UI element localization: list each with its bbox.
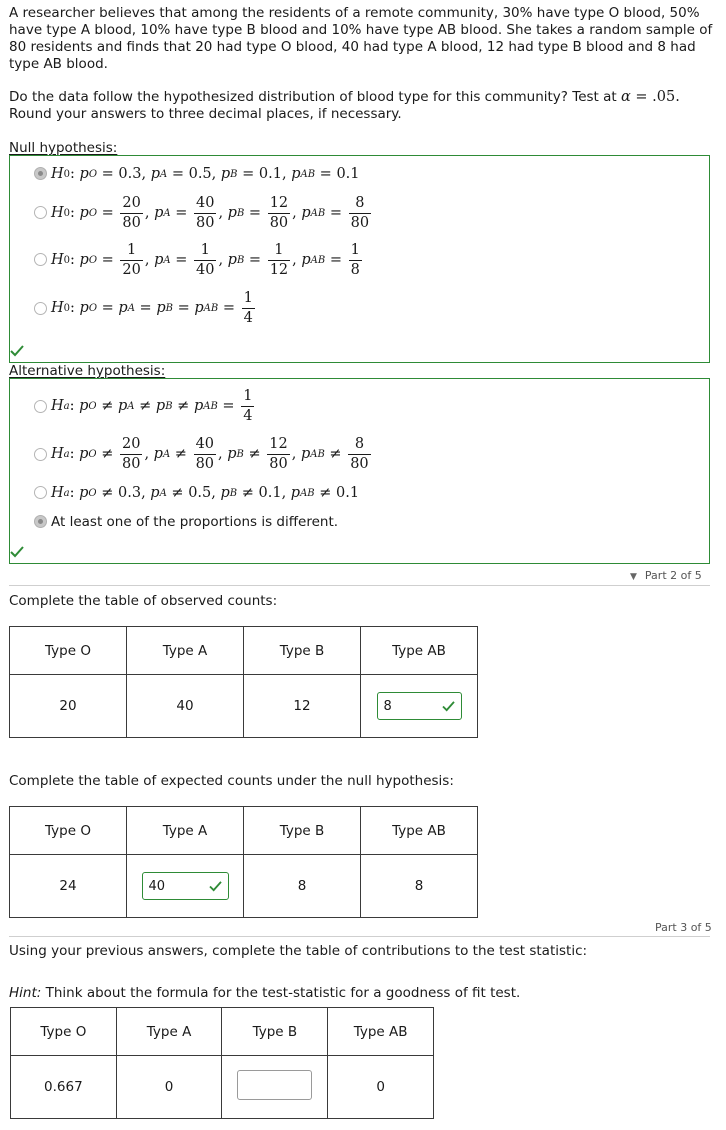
expected-header-a: Type A [127,807,244,855]
alt-option-1-radio[interactable] [34,400,47,413]
expected-header-b: Type B [244,807,361,855]
contributions-input-b[interactable] [237,1070,312,1100]
alt-check-icon [10,546,24,558]
null-option-3[interactable]: H 0 : p O = $\frac{1}{20}$ , p A = $\frac{1}{40}$ , p B = $\frac{1}{12}$ , p AB = $\frac{1}{8}$ [51,242,360,278]
observed-header-a: Type A [127,627,244,675]
alt-option-4-radio[interactable] [34,515,47,528]
observed-input-ab[interactable]: 8 [377,692,462,720]
alt-option-3-radio[interactable] [34,486,47,499]
contributions-cell-b [222,1056,328,1119]
problem-intro: A researcher believes that among the residents of a remote community, 30% have type O blood, 50% have type A blood, 10% have type B blood and 10% have type AB blood. She takes a random sample of 80 residents and finds that 20 had type O blood, 40 had type A blood, 12 had type B blood and 8 had type AB blood. [9,5,713,72]
observed-header-row [10,627,478,675]
contributions-title: Using your previous answers, complete the table of contributions to the test statistic: [9,943,588,959]
null-option-1[interactable]: H 0 : p O = 0.3 , p A = 0.5 , p B = 0.1 , p AB = 0.1 [51,166,360,182]
alt-option-4[interactable]: At least one of the proportions is different. [51,514,339,530]
expected-input-a[interactable]: 40 [142,872,229,900]
null-option-4-radio[interactable] [34,302,47,315]
null-option-2-radio[interactable] [34,206,47,219]
expected-value-row [10,855,478,918]
hint-text: Hint: Think about the formula for the test-statistic for a goodness of fit test. [9,985,521,1001]
expected-cell-a [127,855,244,918]
observed-header-b: Type B [244,627,361,675]
null-option-2[interactable]: H 0 : p O = $\frac{20}{80}$ , p A = $\frac{40}{80}$ , p B = $\frac{12}{80}$ , p AB = $\frac{8}{80}$ [51,195,370,231]
expected-header-row [10,807,478,855]
observed-table [9,626,478,738]
part-3-label[interactable]: Part 3 of 5 [655,921,712,934]
contributions-header-row [11,1008,434,1056]
expected-header-ab: Type AB [361,807,478,855]
observed-value-row [10,675,478,738]
part-3-divider [9,936,710,937]
null-hypothesis-label: Null hypothesis: [9,140,118,156]
part-2-label[interactable]: ▼ Part 2 of 5 [630,569,702,582]
alt-option-2-radio[interactable] [34,448,47,461]
expected-title: Complete the table of expected counts under the null hypothesis: [9,773,454,789]
part-2-divider [9,585,710,586]
contributions-value-a: 0 [116,1056,222,1119]
null-check-icon [10,345,24,357]
check-icon [209,881,222,892]
observed-value-o: 20 [10,675,127,738]
problem-question: Do the data follow the hypothesized distribution of blood type for this community? Test at α = .05. Round your answers to three decimal places, if necessary. [9,89,680,122]
observed-cell-ab [361,675,478,738]
contributions-table [10,1007,434,1119]
contributions-header-o: Type O [11,1008,117,1056]
observed-title: Complete the table of observed counts: [9,593,278,609]
contributions-header-a: Type A [116,1008,222,1056]
null-option-3-radio[interactable] [34,253,47,266]
observed-value-a: 40 [127,675,244,738]
contributions-value-ab: 0 [328,1056,434,1119]
alt-hypothesis-label: Alternative hypothesis: [9,363,166,379]
expected-value-ab: 8 [361,855,478,918]
alpha-expression: α = .05. [621,89,680,105]
triangle-down-icon: ▼ [630,572,637,582]
observed-header-o: Type O [10,627,127,675]
expected-header-o: Type O [10,807,127,855]
contributions-header-b: Type B [222,1008,328,1056]
check-icon [442,701,455,712]
alt-option-3[interactable]: H a : p O ≠ 0.3 , p A ≠ 0.5 , p B ≠ 0.1 , p AB ≠ 0.1 [51,485,360,501]
alt-option-2[interactable]: H a : p O ≠ $\frac{20}{80}$ , p A ≠ $\frac{40}{80}$ , p B ≠ $\frac{12}{80}$ , p AB ≠ $\frac{8}{80}$ [51,436,369,472]
observed-header-ab: Type AB [361,627,478,675]
alt-option-1[interactable]: H a : p O ≠ p A ≠ p B ≠ p AB = $\frac{1}{4}$ [51,388,253,424]
null-option-1-radio[interactable] [34,167,47,180]
contributions-header-ab: Type AB [328,1008,434,1056]
contributions-value-o: 0.667 [11,1056,117,1119]
contributions-value-row [11,1056,434,1119]
expected-value-o: 24 [10,855,127,918]
expected-table [9,806,478,918]
expected-value-b: 8 [244,855,361,918]
null-option-4[interactable]: H 0 : p O = p A = p B = p AB = $\frac{1}{4}$ [51,290,253,326]
observed-value-b: 12 [244,675,361,738]
